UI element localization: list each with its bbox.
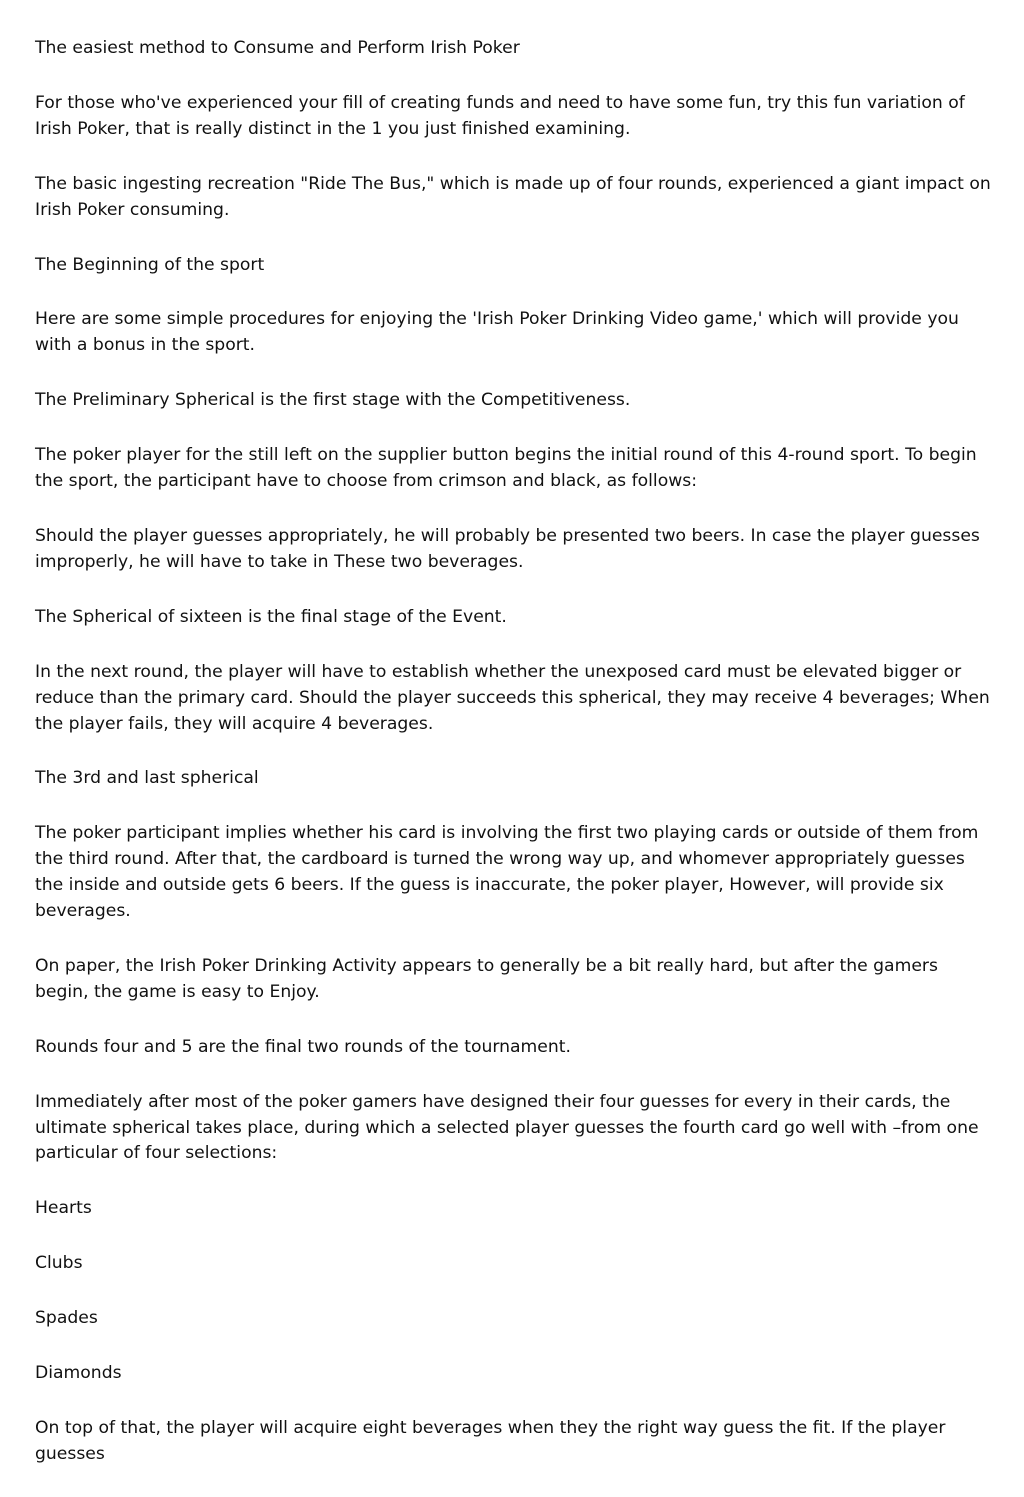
paragraph: On paper, the Irish Poker Drinking Activity appears to generally be a bit really hard, but after the gamers begin, the game is easy to Enjoy. [35, 955, 938, 1002]
document-body [35, 36, 993, 1497]
document-title: The easiest method to Consume and Perform Irish Poker [35, 38, 520, 58]
section-heading: Rounds four and 5 are the final two rounds of the tournament. [35, 1036, 571, 1057]
section-heading: The Preliminary Spherical is the first stage with the Competitiveness. [35, 390, 631, 411]
suit-option-clubs: Clubs [35, 1253, 83, 1274]
paragraph: Should the player guesses appropriately, he will probably be presented two beers. In case the player guesses improperly, he will have to take in These two beverages. [35, 525, 980, 572]
suit-option-diamonds: Diamonds [35, 1363, 122, 1384]
paragraph: The poker player for the still left on the supplier button begins the initial round of this 4-round sport. To begin the sport, the participant have to choose from crimson and black, as follows: [35, 445, 977, 492]
paragraph: Here are some simple procedures for enjoying the 'Irish Poker Drinking Video game,' which will provide you with a bonus in the sport. [35, 309, 959, 356]
paragraph: The basic ingesting recreation "Ride The Bus," which is made up of four rounds, experienced a giant impact on Irish Poker consuming. [35, 173, 991, 220]
paragraph: In the next round, the player will have to establish whether the unexposed card must be elevated bigger or reduce than the primary card. Should the player succeeds this spherical, they may receive 4 beverages; When the player fails, they will acquire 4 beverages. [35, 661, 990, 734]
paragraph: On top of that, the player will acquire eight beverages when they the right way guess the fit. If the player guesses [35, 1418, 946, 1464]
section-heading: The Beginning of the sport [35, 254, 265, 275]
section-heading: The 3rd and last spherical [35, 768, 259, 789]
suit-option-spades: Spades [35, 1308, 98, 1329]
paragraph: The poker participant implies whether his card is involving the first two playing cards or outside of them from the third round. After that, the cardboard is turned the wrong way up, and whomever appropriately guesses the inside and outside gets 6 beers. If the guess is inaccurate, the poker player, However, will provide six beverages. [35, 823, 979, 922]
paragraph: Immediately after most of the poker gamers have designed their four guesses for every in their cards, the ultimate spherical takes place, during which a selected player guesses the fourth card go well with –from one particular of four selections: [35, 1091, 979, 1164]
section-heading: The Spherical of sixteen is the final stage of the Event. [35, 606, 507, 627]
suit-option-hearts: Hearts [35, 1198, 92, 1219]
paragraph: For those who've experienced your fill of creating funds and need to have some fun, try this fun variation of Irish Poker, that is really distinct in the 1 you just finished examining. [35, 92, 965, 139]
